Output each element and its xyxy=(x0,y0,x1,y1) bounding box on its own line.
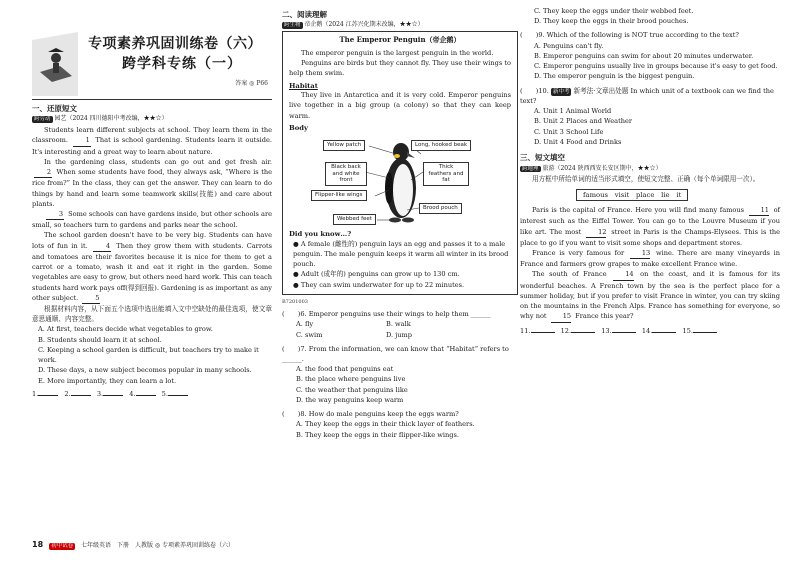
tag-note: 园艺（2024 四川德阳中考改编，★★☆） xyxy=(54,115,168,123)
title-banner xyxy=(32,32,272,100)
graduate-figure-icon xyxy=(32,32,78,96)
option-item: A. At first, teachers decide what vegetables to grow. xyxy=(38,325,213,334)
passage-paragraph: In the gardening class, students can go out and get fresh air. 2 When some students have food, they always ask, “Where is the rice from?” In the class, they can get the answer. They can learn to do things by hand and learn some teamwork skills(技能) and care about plants. xyxy=(32,157,272,208)
blank-2[interactable]: 2 xyxy=(34,167,52,178)
column-middle xyxy=(282,6,518,440)
option-c[interactable]: C. Unit 3 School Life xyxy=(534,127,604,136)
label-feathers: Thick feathers and fat xyxy=(423,162,469,186)
penguin-diagram xyxy=(289,136,511,226)
answer-blank[interactable] xyxy=(693,332,717,333)
fact-item: ● They can swim underwater for up to 22 minutes. xyxy=(293,280,465,289)
subject-tag: 跨生物 xyxy=(284,22,301,29)
footer-text: 七年级英语 下册 人教版 ◎ 专项素养巩固训练卷（六） xyxy=(81,542,235,549)
subject-tag: 跨劳动 xyxy=(34,116,51,123)
option-b[interactable]: B. They keep the eggs in their flipper-like wings. xyxy=(296,430,459,439)
option-d[interactable]: D. the way penguins keep warm xyxy=(296,395,404,404)
option-c[interactable]: C. Emperor penguins usually live in groups because it's easy to get food. xyxy=(534,62,778,71)
blank-15[interactable]: 15 xyxy=(551,311,571,322)
option-a[interactable]: A. fly xyxy=(296,320,314,329)
section-heading-2: 二、阅读理解 xyxy=(282,10,327,19)
tag-note: 帝企鹅（2024 江苏兴化期末改编，★★☆） xyxy=(304,21,424,29)
question-6: ( )6. Emperor penguins use their wings to help them ______ xyxy=(282,310,491,319)
passage-paragraph: Paris is the capital of France. Here you will find many famous 11 of interest such as the Eiffel Tower. You can go to the Louvre Museum if you like art. The most 12 street in Paris is the Champs-Elysees. This is the place to go if you want to visit some shops and department stores. xyxy=(520,206,780,247)
habitat-heading: Habitat xyxy=(289,81,318,90)
question-9: ( )9. Which of the following is NOT true according to the text? xyxy=(520,31,739,40)
option-item: B. Students should learn it at school. xyxy=(38,335,162,344)
question-10: ( )10. 新中考 新考法·文章出处题 In which unit of a textbook can we find the text? xyxy=(520,86,774,106)
section-tag-line-3 xyxy=(520,165,780,173)
blank-12[interactable]: 12 xyxy=(586,227,606,238)
passage-paragraph: 3 Some schools can have gardens inside, but other schools are small, so teachers turn to gardens and parks near the school. xyxy=(32,210,272,230)
body-heading: Body xyxy=(289,123,308,132)
column-right xyxy=(520,6,780,335)
option-d[interactable]: D. They keep the eggs in their brood pouches. xyxy=(534,17,689,26)
word-bank: famous visit place lie it xyxy=(576,189,688,201)
answer-reference: 答案 ◎ P66 xyxy=(235,80,268,87)
option-item: C. Keeping a school garden is difficult, but teachers try to make it work. xyxy=(38,345,259,365)
option-a[interactable]: A. Penguins can't fly. xyxy=(534,41,604,50)
option-c[interactable]: C. swim xyxy=(296,330,323,339)
answer-row: 1. 2. 3. 4. 5. xyxy=(32,390,272,398)
tag-note: 旅游（2024 陕西西安长安区期中，★★☆） xyxy=(542,164,662,172)
option-b[interactable]: B. Unit 2 Places and Weather xyxy=(534,117,633,126)
section-tag-line-2 xyxy=(282,21,518,29)
page-subtitle: 跨学科专练（一） xyxy=(122,56,242,72)
blank-11[interactable]: 11 xyxy=(749,205,769,216)
blank-14[interactable]: 14 xyxy=(613,269,633,280)
option-a[interactable]: A. the food that penguins eat xyxy=(296,365,394,374)
option-item: E. More importantly, they can learn a lot. xyxy=(38,376,177,385)
label-wings: Flipper-like wings xyxy=(311,190,367,201)
label-brood-pouch: Brood pouch xyxy=(419,203,462,214)
item-code: B7201003 xyxy=(282,298,308,305)
blank-13[interactable]: 13 xyxy=(630,248,650,259)
answer-blank[interactable] xyxy=(652,332,676,333)
options-row xyxy=(282,319,518,329)
label-back: Black back and white front xyxy=(325,162,367,186)
answer-blank[interactable] xyxy=(571,332,595,333)
reading-title: The Emperor Penguin（帝企鹅） xyxy=(339,35,461,45)
fact-item: ● Adult (成年的) penguins can grow up to 130 cm. xyxy=(293,270,460,279)
blank-3[interactable]: 3 xyxy=(46,209,64,220)
blank-1[interactable]: 1 xyxy=(73,135,91,146)
blank-4[interactable]: 4 xyxy=(93,241,111,252)
label-feet: Webbed feet xyxy=(333,214,376,225)
answer-blank[interactable] xyxy=(612,332,636,333)
page-number: 18 xyxy=(32,540,44,549)
option-b[interactable]: B. walk xyxy=(386,320,411,329)
section-tag-line-1 xyxy=(32,115,272,123)
answer-row: 11. 12. 13. 14. 15. xyxy=(520,327,780,335)
answer-blank[interactable] xyxy=(103,395,123,396)
passage-paragraph: The school garden doesn't have to be very big. Students can have lots of fun in it. 4 Then they grow them with students. Carrots and tomatoes are their favorites because it is nice for them to get a carrot or a tomato, wash it and eat it right in the garden. Some vegetables are easy to grow, but others need hard work. This can teach students hard work pays off(得到回报). Gardening is as important as any other subject. 5 xyxy=(32,230,272,304)
option-d[interactable]: D. jump xyxy=(386,330,413,339)
brand-badge: 初中试卷 xyxy=(51,543,74,549)
answer-blank[interactable] xyxy=(531,332,555,333)
option-c[interactable]: C. the weather that penguins like xyxy=(296,385,408,394)
reading-box xyxy=(282,31,518,295)
page-footer xyxy=(32,540,292,550)
passage-paragraph: The south of France 14 on the coast, and it is famous for its wonderful beaches. A French town by the sea is the perfect place for a summer holiday, but if you prefer to visit France in winter, you can try skiing on the mountains in the French Alps. France has something for everyone, so why not 15 France this year? xyxy=(520,269,780,322)
section-heading-3: 三、短文填空 xyxy=(520,153,565,163)
fact-item: ● A female (雌性的) penguin lays an egg and passes it to a male penguin. The male penguin keeps it warm all winter in its brood pouch. xyxy=(293,239,509,269)
reading-paragraph: The emperor penguin is the largest penguin in the world. xyxy=(301,49,494,57)
label-beak: Long, hooked beak xyxy=(411,140,471,151)
answer-blank[interactable] xyxy=(71,395,91,396)
option-d[interactable]: D. The emperor penguin is the biggest penguin. xyxy=(534,72,695,81)
passage-paragraph: Students learn different subjects at school. They learn them in the classroom. 1 That is school gardening. Students learn it outside. It's interesting and a great way to learn about nature. xyxy=(32,126,272,156)
instruction-text: 用方框中所给单词的适当形式填空，使短文完整、正确（每个单词限用一次）。 xyxy=(532,175,760,184)
new-exam-tag: 新中考 xyxy=(552,88,570,95)
option-d[interactable]: D. Unit 4 Food and Drinks xyxy=(534,137,622,146)
answer-blank[interactable] xyxy=(168,395,188,396)
answer-blank[interactable] xyxy=(136,395,156,396)
blank-5[interactable]: 5 xyxy=(82,293,100,304)
question-8: ( )8. How do male penguins keep the eggs warm? xyxy=(282,410,459,419)
option-a[interactable]: A. They keep the eggs in their thick layer of feathers. xyxy=(296,420,475,429)
options-row xyxy=(282,330,518,340)
answer-blank[interactable] xyxy=(38,395,58,396)
option-c[interactable]: C. They keep the eggs under their webbed feet. xyxy=(534,7,694,15)
option-b[interactable]: B. the place where penguins live xyxy=(296,375,406,384)
label-yellow-patch: Yellow patch xyxy=(323,140,365,151)
option-a[interactable]: A. Unit 1 Animal World xyxy=(534,107,612,116)
column-left xyxy=(32,6,272,398)
section-heading-1: 一、还原短文 xyxy=(32,104,77,113)
instruction-text: 根据材料内容，从下面五个选项中选出能填入文中空缺处的最佳选项，使文章意思通顺、内容完整。 xyxy=(32,304,272,324)
question-7: ( )7. From the information, we can know that “Habitat” refers to ______. xyxy=(282,344,509,363)
did-you-know-heading: Did you know…? xyxy=(289,230,352,239)
subject-tag: 跨地理 xyxy=(522,165,539,172)
page-title: 专项素养巩固训练卷（六） xyxy=(88,36,262,52)
passage-paragraph: France is very famous for 13 wine. There are many vineyards in France and farmers grow grapes to make excellent France wine. xyxy=(520,248,780,269)
habitat-text: They live in Antarctica and it is very cold. Emperor penguins live together in a big group (a colony) so that they can keep warm. xyxy=(289,91,511,120)
option-item: D. These days, a new subject becomes popular in many schools. xyxy=(38,366,252,375)
option-b[interactable]: B. Emperor penguins can swim for about 20 minutes underwater. xyxy=(534,51,754,60)
reading-paragraph: Penguins are birds but they cannot fly. They use their wings to help them swim. xyxy=(289,59,511,78)
